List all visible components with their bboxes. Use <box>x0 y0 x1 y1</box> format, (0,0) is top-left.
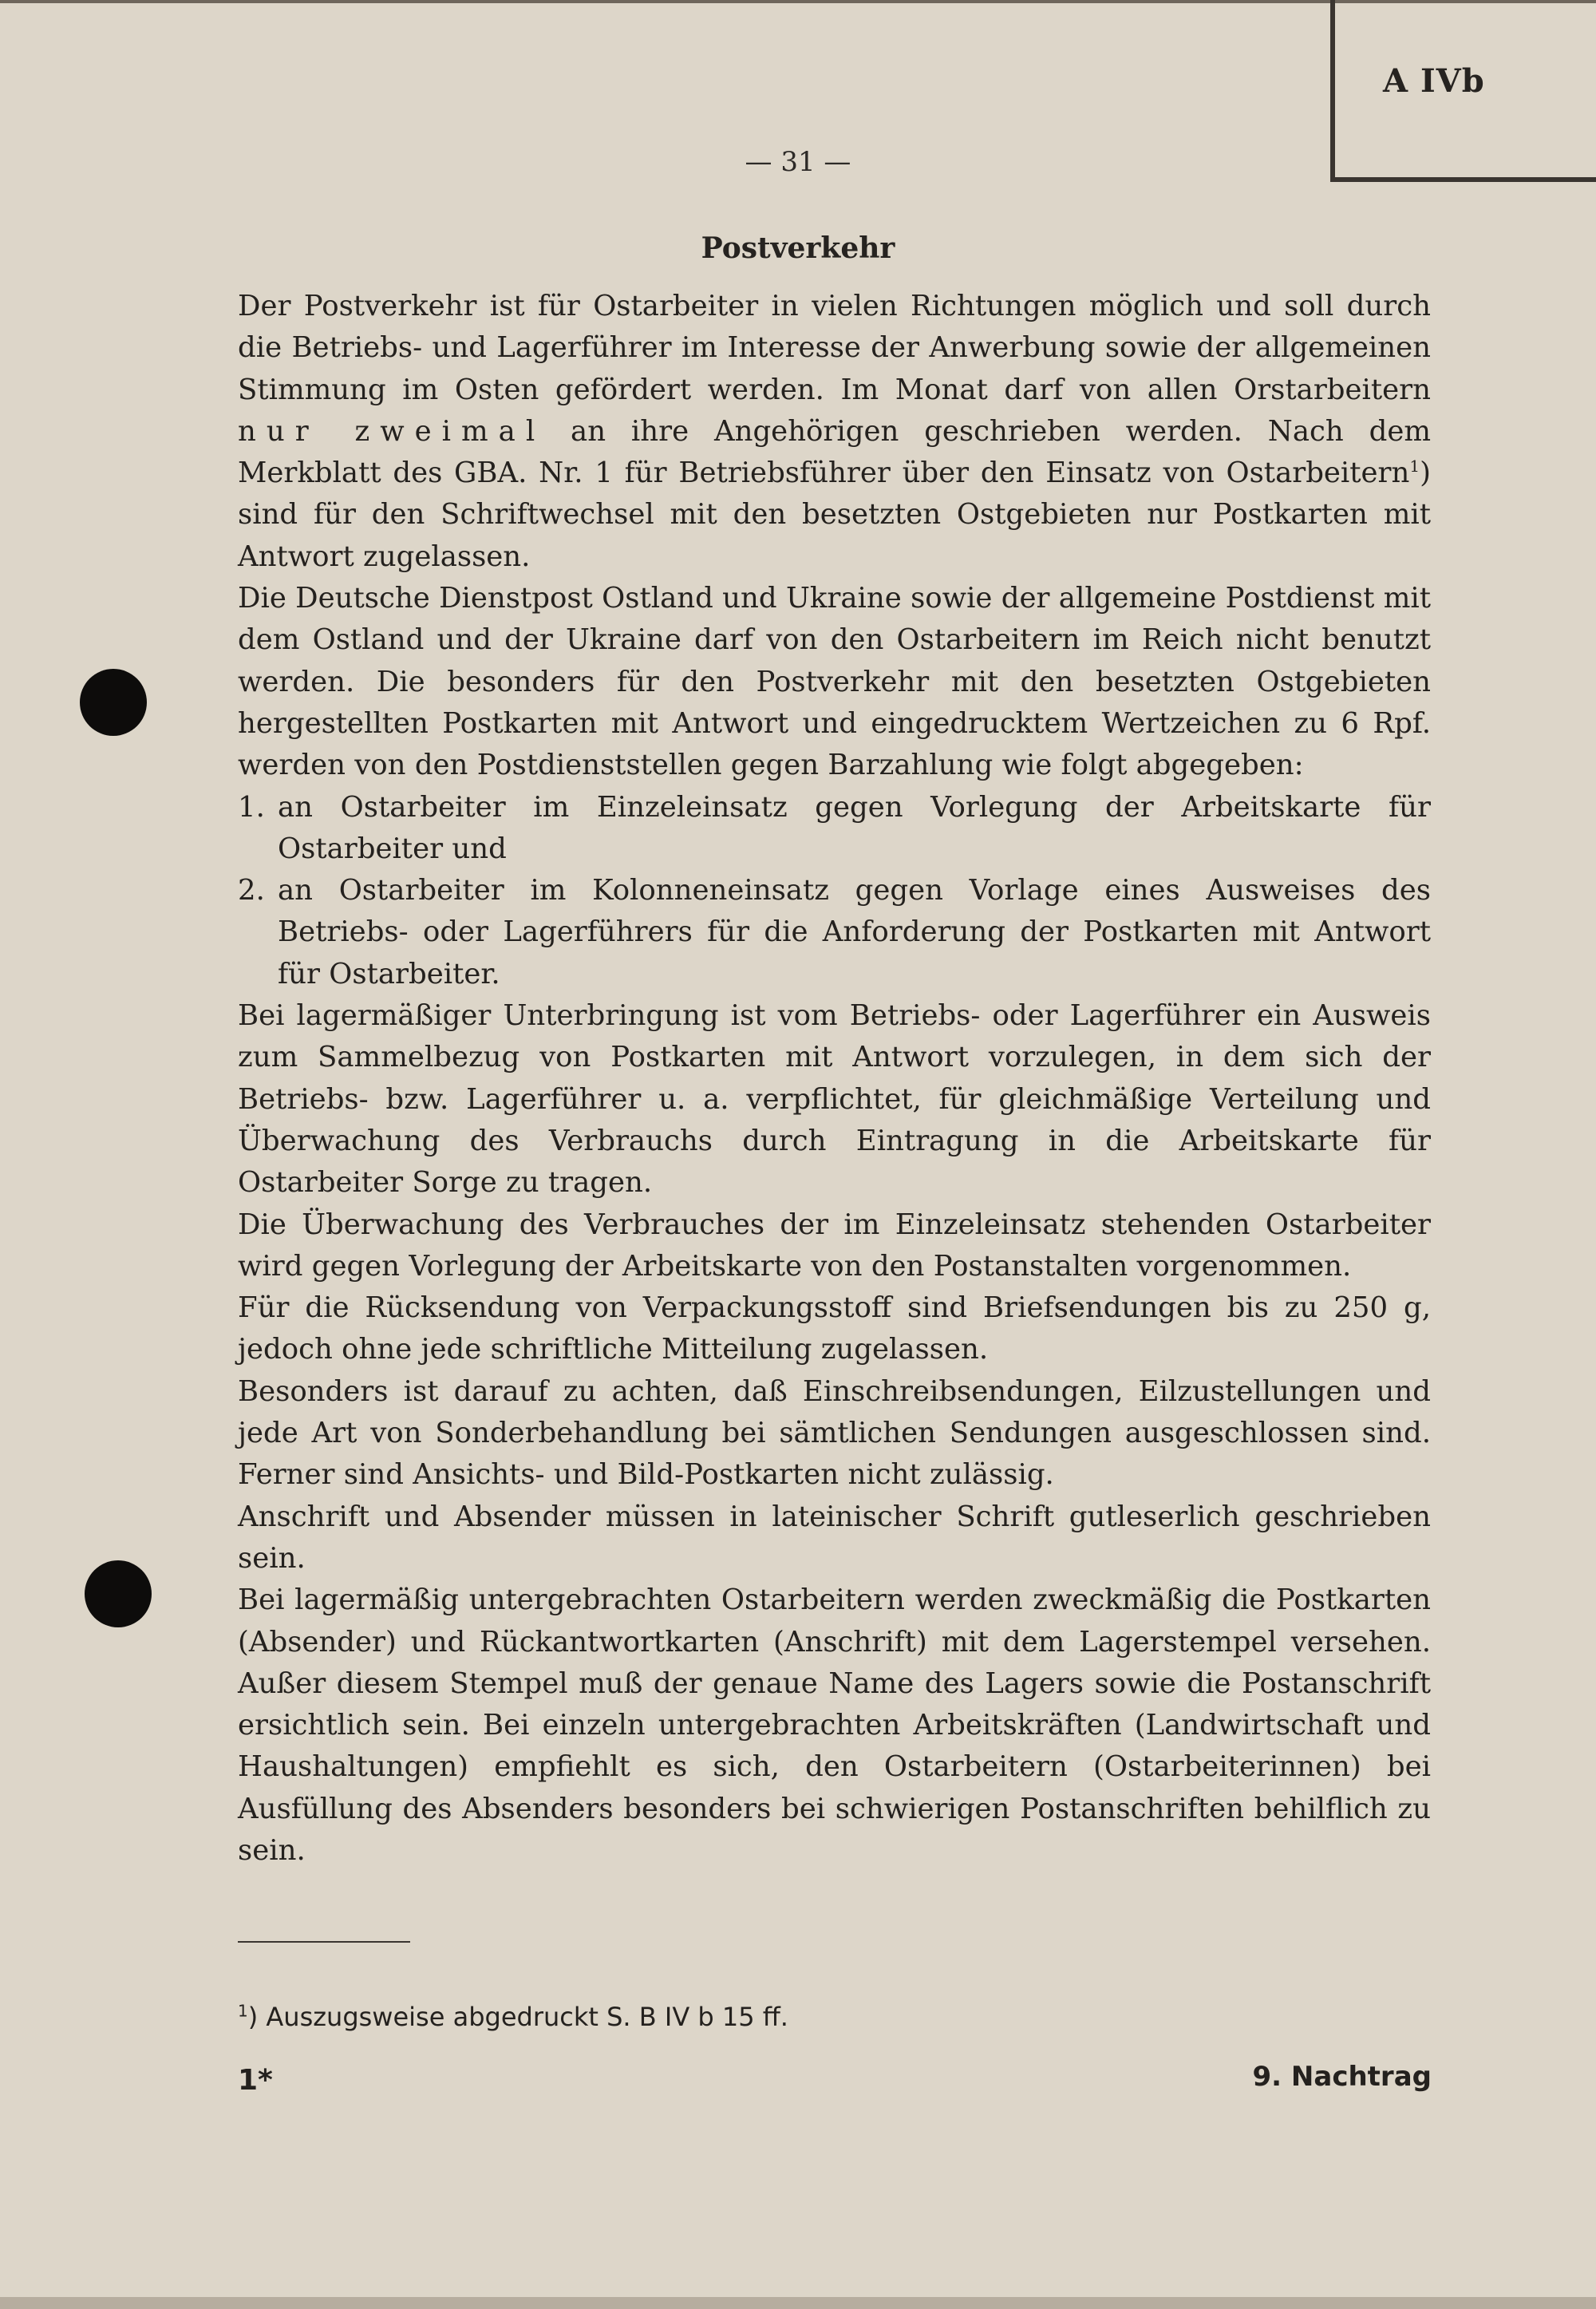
paragraph-3: Bei lagermäßiger Unterbringung ist vom Betriebs- oder Lagerführer ein Ausweis zum Sammelbezug von Postkarten mit Antwort vorzulegen, in dem sich der Betriebs- bzw. Lagerführer u. a. verpflichtet, für gleichmäßige Verteilung und Überwachung des Verbrauchs durch Eintragung in die Arbeitskarte für Ostarbeiter Sorge zu tragen. <box>238 999 1431 1200</box>
footnote <box>238 2002 788 2032</box>
paragraph-2: Die Deutsche Dienstpost Ostland und Ukraine sowie der allgemeine Postdienst mit dem Ostland und der Ukraine darf von den Ostarbeitern im Reich nicht benutzt werden. Die besonders für den Postverkehr mit den besetzten Ostgebieten hergestellten Postkarten mit Antwort und eingedrucktem Wertzeichen zu 6 Rpf. werden von den Postdienststellen gegen Barzahlung wie folgt abgegeben: <box>238 582 1431 782</box>
list-item-number: 2. <box>238 874 265 907</box>
supplement-label: 9. Nachtrag <box>1252 2061 1432 2093</box>
footnote-divider <box>238 1941 410 1943</box>
section-title: Postverkehr <box>701 231 895 265</box>
paragraph-7: Anschrift und Absender müssen in lateinischer Schrift gutleserlich geschrieben sein. <box>238 1500 1431 1575</box>
signature-mark: 1* <box>238 2064 273 2097</box>
footnote-marker: 1 <box>238 2001 248 2021</box>
page-number: — 31 — <box>745 146 851 178</box>
list-item-text: an Ostarbeiter im Einzeleinsatz gegen Vorlegung der Arbeitskarte für Ostarbeiter und <box>278 790 1431 865</box>
page-bottom-edge <box>0 2297 1596 2309</box>
footnote-text: ) Auszugsweise abgedruckt S. B IV b 15 ff. <box>247 2002 788 2032</box>
paragraph-1-part-c: ) sind für den Schriftwechsel mit den besetzten Ostgebieten nur Postkarten mit Antwort zugelassen. <box>238 457 1431 573</box>
paragraph-8: Bei lagermäßig untergebrachten Ostarbeitern werden zweckmäßig die Postkarten (Absender) und Rückantwortkarten (Anschrift) mit dem Lagerstempel versehen. Außer diesem Stempel muß der genaue Name des Lagers sowie die Postanschrift ersichtlich sein. Bei einzeln untergebrachten Arbeitskräften (Landwirtschaft und Haushaltungen) empfiehlt es sich, den Ostarbeitern (Ostarbeiterinnen) bei Ausfüllung des Absenders besonders bei schwierigen Postanschriften behilflich zu sein. <box>238 1583 1431 1867</box>
footnote-reference: 1 <box>1409 457 1420 476</box>
body-text <box>238 286 1431 1872</box>
paragraph-1-emphasis: nur zweimal <box>238 414 546 448</box>
paragraph-5: Für die Rücksendung von Verpackungsstoff sind Briefsendungen bis zu 250 g, jedoch ohne jede schriftliche Mitteilung zugelassen. <box>238 1291 1431 1366</box>
paragraph-1 <box>238 286 1431 578</box>
paragraph-6: Besonders ist darauf zu achten, daß Einschreibsendungen, Eilzustellungen und jede Art von Sonderbehandlung bei sämtlichen Sendungen ausgeschlossen sind. Ferner sind Ansichts- und Bild-Postkarten nicht zulässig. <box>238 1374 1431 1492</box>
register-tab-label: A IVb <box>1383 62 1485 100</box>
paragraph-1-part-a: Der Postverkehr ist für Ostarbeiter in vielen Richtungen möglich und soll durch die Betriebs- und Lagerführer im Interesse der Anwerbung sowie der allgemeinen Stimmung im Osten gefördert werden. Im Monat darf von allen Orstarbeitern <box>238 290 1431 406</box>
list-item <box>238 787 1431 871</box>
list-item <box>238 870 1431 995</box>
list-item-text: an Ostarbeiter im Kolonneneinsatz gegen Vorlage eines Ausweises des Betriebs- oder Lagerführers für die Anforderung der Postkarten mit Antwort für Ostarbeiter. <box>278 874 1431 990</box>
punch-hole <box>85 1560 152 1627</box>
paragraph-1-part-b: an ihre Angehörigen geschrieben werden. Nach dem Merkblatt des GBA. Nr. 1 für Betriebsführer über den Einsatz von Ostarbeitern <box>238 414 1431 490</box>
list-item-number: 1. <box>238 790 265 824</box>
paragraph-4: Die Überwachung des Verbrauches der im Einzeleinsatz stehenden Ostarbeiter wird gegen Vorlegung der Arbeitskarte von den Postanstalten vorgenommen. <box>238 1208 1431 1283</box>
punch-hole <box>80 669 147 736</box>
